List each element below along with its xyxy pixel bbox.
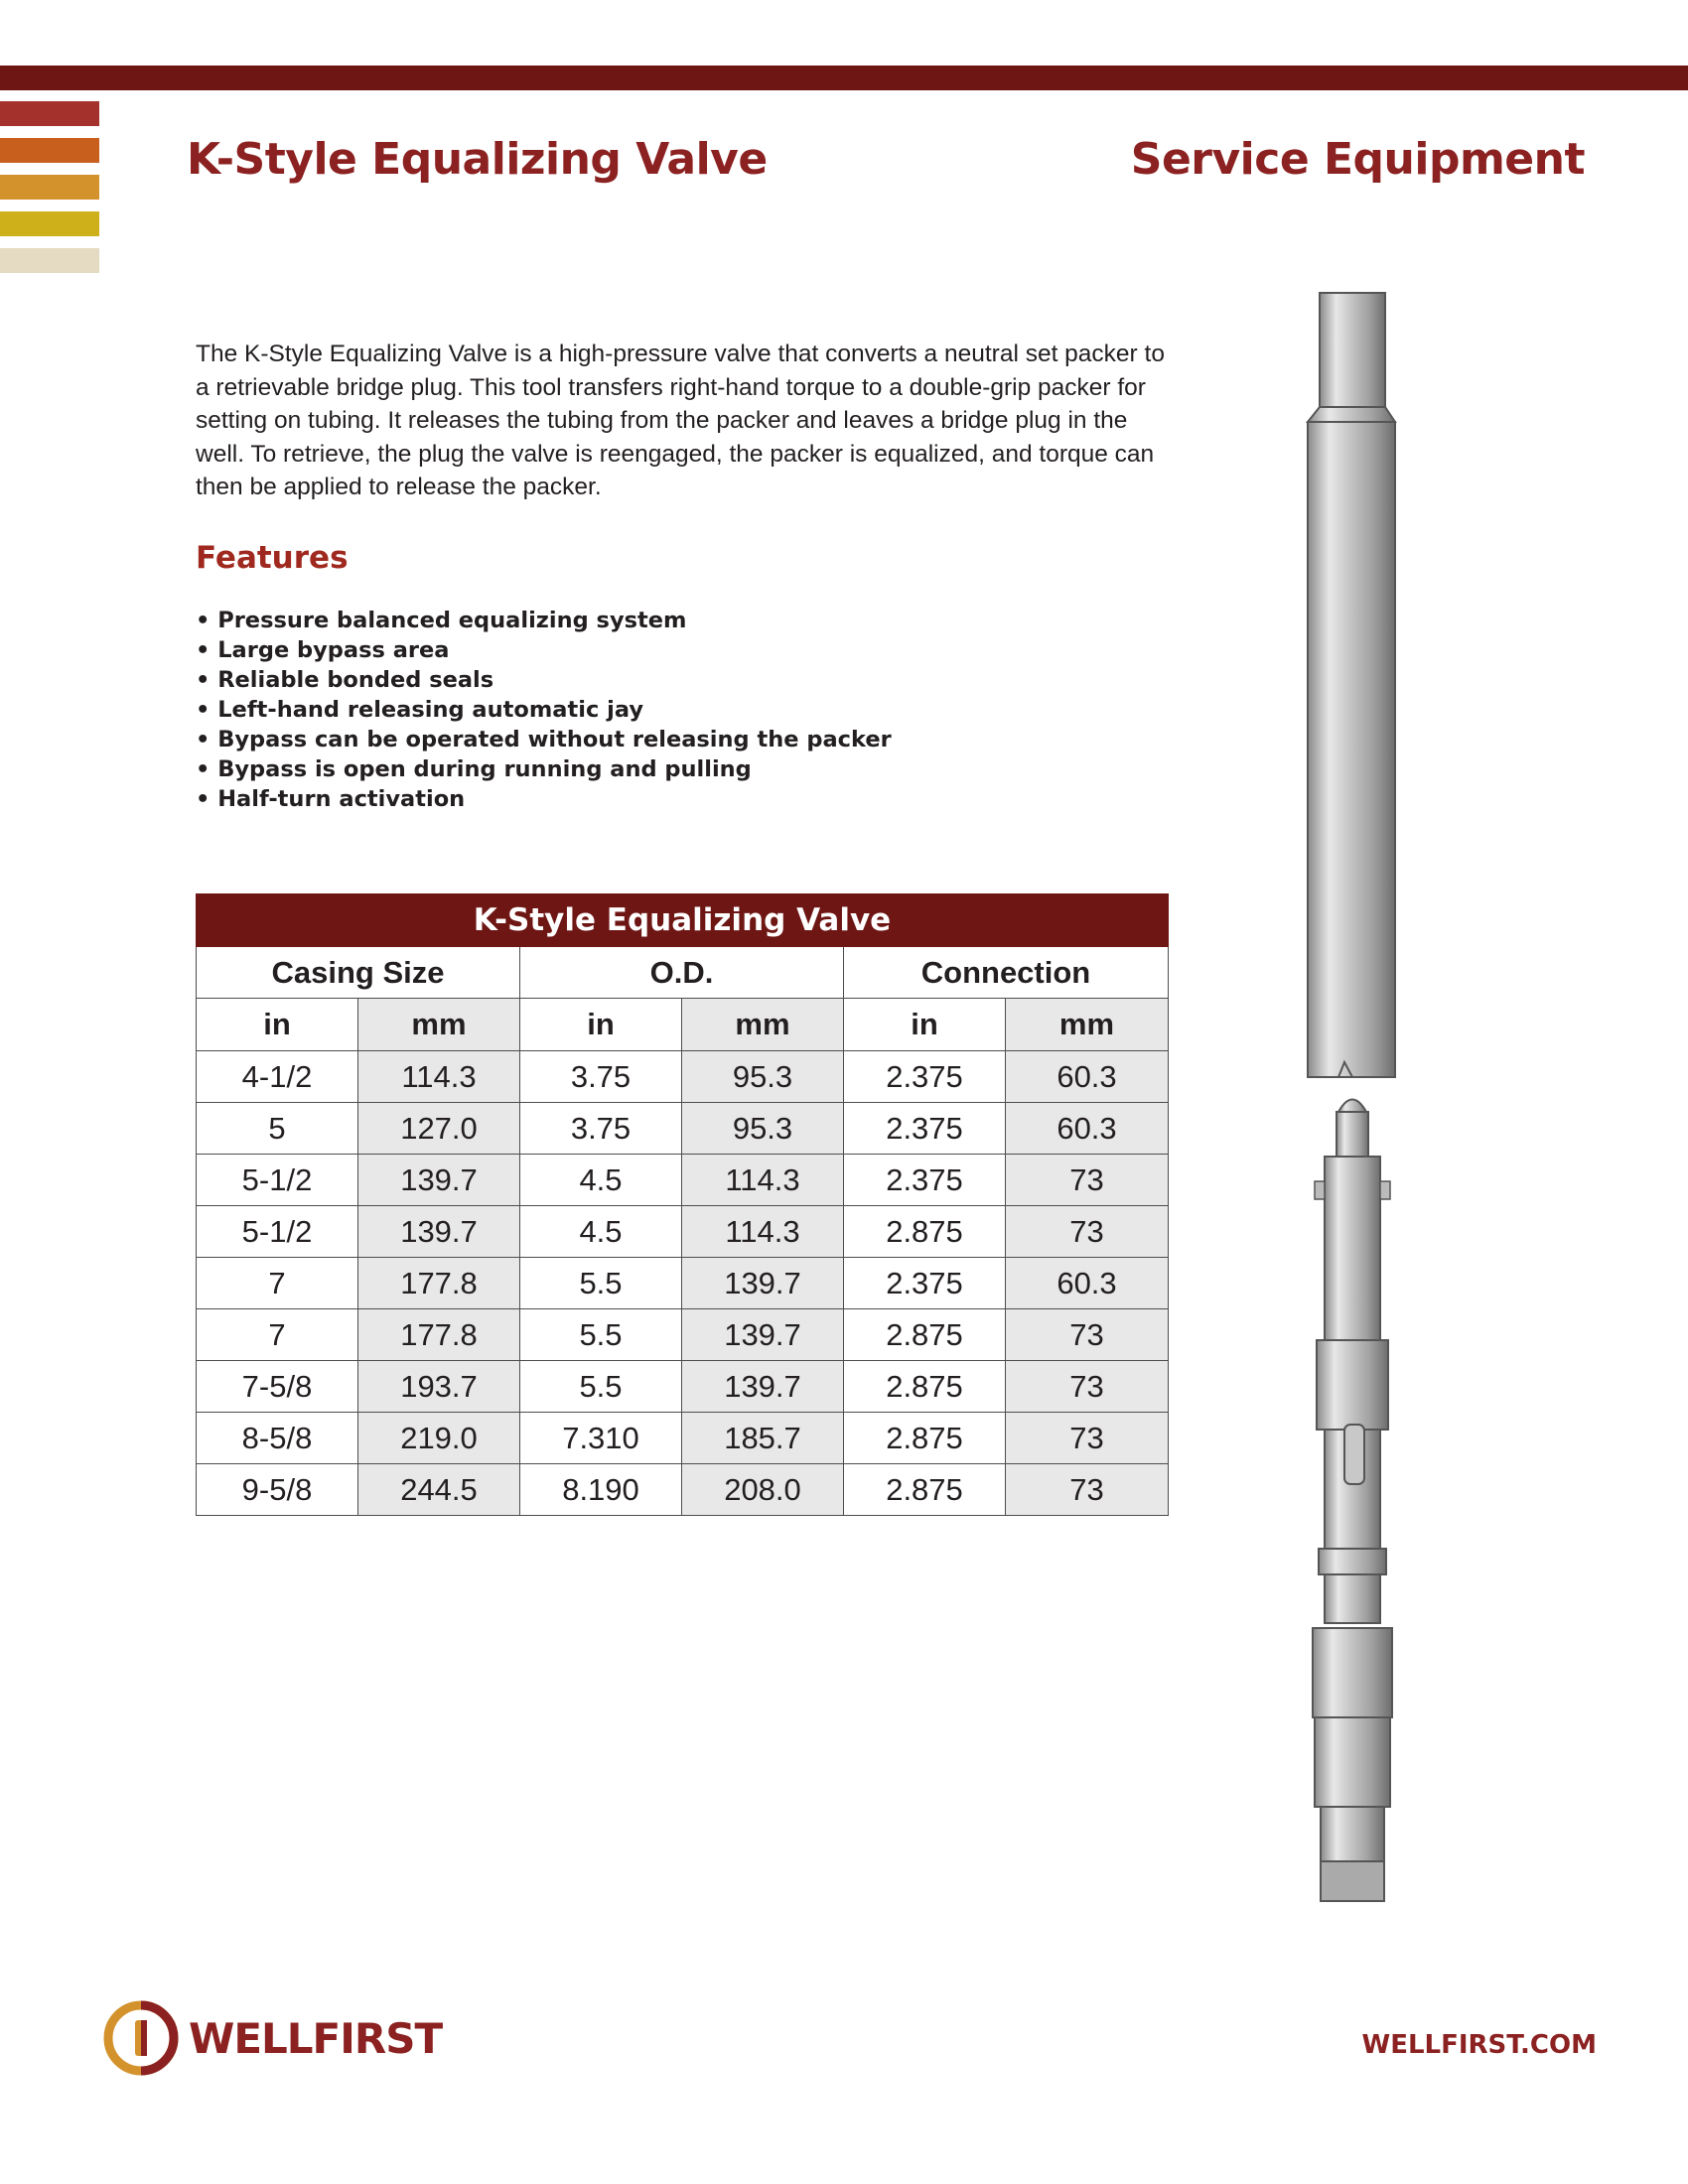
table-cell: 114.3 [358,1051,520,1103]
table-cell: 139.7 [682,1258,844,1309]
feature-item: • Large bypass area [196,635,892,665]
table-unit-header: in [197,999,358,1051]
website-link[interactable]: WELLFIRST.COM [1361,2030,1597,2060]
table-group-header: O.D. [520,947,844,999]
table-cell: 5.5 [520,1258,682,1309]
table-cell: 5-1/2 [197,1155,358,1206]
brand-logo [103,2000,442,2076]
table-unit-header: in [520,999,682,1051]
feature-item: • Pressure balanced equalizing system [196,606,892,635]
table-cell: 2.375 [844,1103,1006,1155]
table-cell: 60.3 [1006,1258,1169,1309]
table-cell: 60.3 [1006,1103,1169,1155]
table-cell: 177.8 [358,1258,520,1309]
features-heading: Features [196,540,349,576]
table-cell: 4.5 [520,1206,682,1258]
table-group-header: Casing Size [197,947,520,999]
table-cell: 5 [197,1103,358,1155]
table-row [197,1155,1169,1206]
table-cell: 7 [197,1309,358,1361]
feature-item: • Left-hand releasing automatic jay [196,695,892,725]
table-cell: 139.7 [682,1309,844,1361]
feature-item: • Bypass is open during running and pulling [196,754,892,784]
table-cell: 3.75 [520,1051,682,1103]
table-cell: 2.375 [844,1155,1006,1206]
table-cell: 2.875 [844,1464,1006,1516]
table-cell: 193.7 [358,1361,520,1413]
table-cell: 244.5 [358,1464,520,1516]
feature-item: • Half-turn activation [196,784,892,814]
table-row [197,1361,1169,1413]
table-cell: 95.3 [682,1051,844,1103]
table-cell: 73 [1006,1361,1169,1413]
table-cell: 8-5/8 [197,1413,358,1464]
table-cell: 219.0 [358,1413,520,1464]
table-cell: 114.3 [682,1206,844,1258]
table-row [197,1413,1169,1464]
table-cell: 139.7 [358,1155,520,1206]
page-title: K-Style Equalizing Valve [187,134,768,185]
table-cell: 7-5/8 [197,1361,358,1413]
table-unit-header: mm [358,999,520,1051]
table-row [197,1206,1169,1258]
table-row [197,1103,1169,1155]
table-cell: 60.3 [1006,1051,1169,1103]
table-cell: 4-1/2 [197,1051,358,1103]
table-cell: 73 [1006,1309,1169,1361]
feature-item: • Reliable bonded seals [196,665,892,695]
table-cell: 2.875 [844,1413,1006,1464]
table-cell: 2.875 [844,1361,1006,1413]
table-cell: 139.7 [682,1361,844,1413]
category-title: Service Equipment [1130,134,1585,185]
stripe [0,175,99,200]
table-cell: 4.5 [520,1155,682,1206]
table-cell: 208.0 [682,1464,844,1516]
table-cell: 7 [197,1258,358,1309]
table-cell: 8.190 [520,1464,682,1516]
table-cell: 114.3 [682,1155,844,1206]
table-cell: 73 [1006,1413,1169,1464]
table-cell: 177.8 [358,1309,520,1361]
table-cell: 2.875 [844,1309,1006,1361]
table-cell: 5-1/2 [197,1206,358,1258]
valve-illustration [1301,288,1450,1906]
stripe [0,248,99,273]
table-cell: 73 [1006,1155,1169,1206]
table-cell: 7.310 [520,1413,682,1464]
table-cell: 73 [1006,1464,1169,1516]
table-row [197,1309,1169,1361]
table-cell: 127.0 [358,1103,520,1155]
table-group-header: Connection [844,947,1169,999]
table-cell: 2.875 [844,1206,1006,1258]
table-cell: 5.5 [520,1361,682,1413]
table-cell: 9-5/8 [197,1464,358,1516]
stripe [0,138,99,163]
table-cell: 95.3 [682,1103,844,1155]
table-cell: 185.7 [682,1413,844,1464]
header-bar [0,66,1688,90]
brand-name: WELLFIRST [189,2013,443,2063]
table-cell: 2.375 [844,1258,1006,1309]
brand-mark-icon [103,2000,179,2076]
stripe [0,101,99,126]
table-row [197,1258,1169,1309]
feature-item: • Bypass can be operated without releasing the packer [196,725,892,754]
table-unit-header: in [844,999,1006,1051]
stripe [0,211,99,236]
spec-table [196,893,1169,1516]
table-cell: 73 [1006,1206,1169,1258]
features-list [196,606,892,814]
table-cell: 139.7 [358,1206,520,1258]
table-row [197,1464,1169,1516]
table-unit-header: mm [1006,999,1169,1051]
table-cell: 2.375 [844,1051,1006,1103]
table-cell: 5.5 [520,1309,682,1361]
table-caption: K-Style Equalizing Valve [197,894,1169,947]
table-cell: 3.75 [520,1103,682,1155]
table-unit-header: mm [682,999,844,1051]
product-description: The K-Style Equalizing Valve is a high-pressure valve that converts a neutral set packer to a retrievable bridge plug. This tool transfers right-hand torque to a double-grip packer for setting on tubing. It releases the tubing from the packer and leaves a bridge plug in the well. To retrieve, the plug the valve is reengaged, the packer is equalized, and torque can then be applied to release the packer. [196,341,1165,500]
table-row [197,1051,1169,1103]
color-stripes [0,101,99,285]
